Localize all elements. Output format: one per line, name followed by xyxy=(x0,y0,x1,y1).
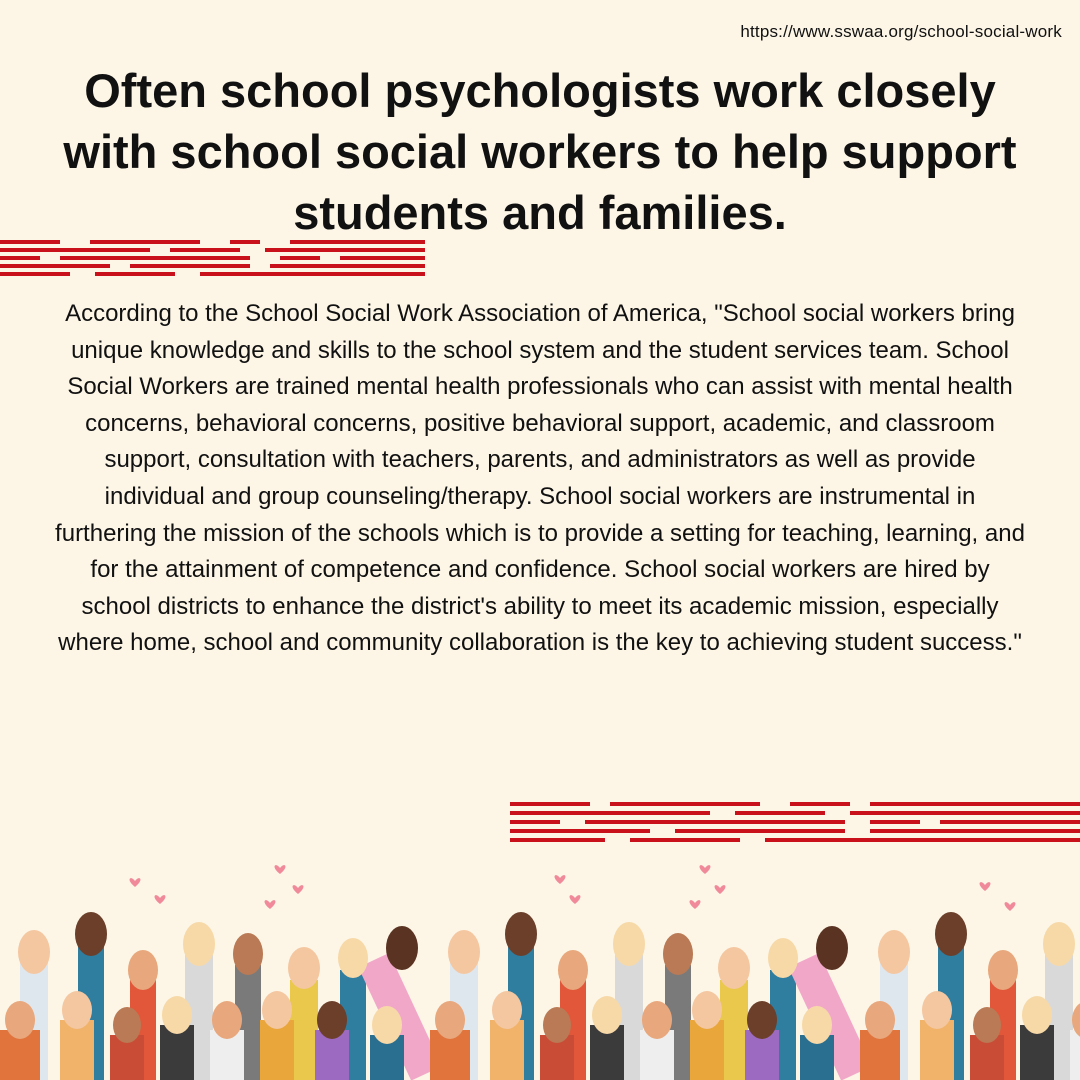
bottom-red-stripes xyxy=(510,800,1080,848)
headline: Often school psychologists work closely with school social workers to help support students and families. xyxy=(63,64,1017,239)
top-red-stripes xyxy=(0,238,425,278)
body-quote: According to the School Social Work Association of America, "School social workers bring unique knowledge and skills to the school system and the student services team. School Social Workers are trained mental health professionals who can assist with mental health concerns, behavioral concerns, positive behavioral support, academic, and classroom support, consultation with teachers, parents, and administrators as well as provide individual and group counseling/therapy. School social workers are instrumental in furthering the mission of the schools which is to provide a setting for teaching, learning, and for the attainment of competence and confidence. School social workers are hired by school districts to enhance the district's ability to meet its academic mission, especially where home, school and community collaboration is the key to achieving student success." xyxy=(55,300,1025,657)
source-url: https://www.sswaa.org/school-social-work xyxy=(740,22,1062,41)
heart-icon xyxy=(130,865,1016,911)
raised-hands-illustration xyxy=(0,860,1080,1080)
